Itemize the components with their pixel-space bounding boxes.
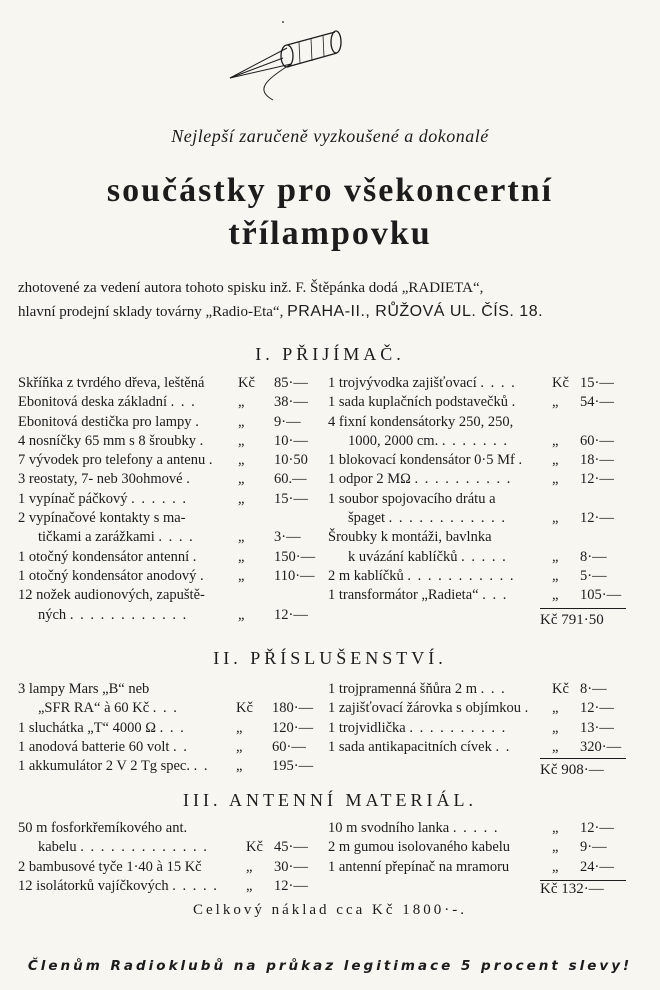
section-receiver-total: Kč 791·50 <box>540 612 604 628</box>
item-leader-dots: . . . <box>152 700 179 717</box>
section-antenna-right-column <box>328 819 628 877</box>
item-label <box>18 413 200 432</box>
intro-line-1: zhotovené za vedení autora tohoto spisku inž. F. Štěpánka dodá „RADIETA“, <box>18 280 484 296</box>
item-leader-dots: . . . . . <box>452 820 499 836</box>
item-currency: „ <box>236 738 243 755</box>
item-label <box>18 877 218 896</box>
item-label <box>328 858 509 877</box>
item-row <box>328 819 628 838</box>
item-row <box>18 877 318 896</box>
item-price: 13·— <box>580 719 614 736</box>
item-row <box>18 432 318 451</box>
page-title-line1: součástky pro všekoncertní <box>106 172 554 209</box>
item-currency: „ <box>552 452 559 469</box>
item-label <box>328 838 510 857</box>
item-label-text: 50 m fosforkřemíkového ant. <box>18 820 188 836</box>
item-row <box>328 548 628 567</box>
item-label <box>18 858 202 877</box>
item-price: 24·— <box>580 858 614 875</box>
item-price: 110·— <box>274 567 315 584</box>
item-label <box>328 470 512 489</box>
item-label-text: 10 m svodního lanka <box>328 820 450 836</box>
item-currency: „ <box>552 587 559 604</box>
item-label-text: 7 vývodek pro telefony a antenu <box>18 452 206 469</box>
item-leader-dots: . . . . . . . . . . . <box>407 567 515 584</box>
item-leader-dots: . . . <box>480 681 507 697</box>
item-label <box>348 509 507 528</box>
item-price: 15·— <box>580 375 614 391</box>
section-receiver-left-column <box>18 374 318 625</box>
item-currency: „ <box>552 432 559 449</box>
item-price: 12·— <box>580 820 614 836</box>
item-currency: „ <box>552 567 559 584</box>
item-currency: „ <box>236 758 243 775</box>
section-receiver-right-column <box>328 374 628 606</box>
item-label <box>328 738 511 757</box>
item-currency: „ <box>552 471 559 488</box>
item-label-text: 1 trojpramenná šňůra 2 m <box>328 681 477 697</box>
item-price: 10·50 <box>274 452 308 469</box>
item-row <box>328 393 628 412</box>
item-leader-dots: . . . <box>159 719 186 736</box>
item-label <box>328 528 492 547</box>
item-price: 12·— <box>580 471 614 488</box>
item-row <box>18 413 318 432</box>
item-label <box>328 699 530 718</box>
item-label <box>328 567 515 586</box>
item-leader-dots: . <box>511 394 517 411</box>
item-label-text: k uvázání kablíčků <box>348 548 458 565</box>
item-label-text: kabelu <box>38 839 77 856</box>
item-row <box>328 490 628 509</box>
item-label-text: 4 fixní kondensátorky 250, 250, <box>328 413 514 430</box>
item-label-text: ných <box>38 606 67 623</box>
item-price: 30·— <box>274 858 308 875</box>
item-currency: „ <box>238 490 245 507</box>
item-leader-dots: . <box>200 567 206 584</box>
item-label <box>328 586 508 605</box>
item-label-text: 1 sluchátka „T“ 4000 Ω <box>18 719 157 736</box>
item-leader-dots: . <box>192 548 198 565</box>
item-price: 150·— <box>274 548 316 565</box>
item-row <box>18 719 318 738</box>
item-label <box>18 567 205 586</box>
item-price: 120·— <box>272 719 314 736</box>
item-label-text: 1 odpor 2 MΩ <box>328 471 411 488</box>
item-price: 10·— <box>274 432 308 449</box>
item-row <box>18 680 318 699</box>
item-currency: Kč <box>238 375 255 391</box>
item-price: 60·— <box>272 738 306 755</box>
item-price: 54·— <box>580 394 614 411</box>
item-label <box>38 699 178 718</box>
item-label-text: 1 otočný kondensátor antenní <box>18 548 190 565</box>
item-label <box>328 451 524 470</box>
item-currency: „ <box>552 738 559 755</box>
item-price: 60·— <box>580 432 614 449</box>
item-row <box>18 374 318 393</box>
item-row <box>18 470 318 489</box>
item-label <box>18 470 191 489</box>
item-row <box>18 586 318 605</box>
section-accessories-right-column <box>328 680 628 757</box>
item-price: 9·— <box>580 839 607 856</box>
item-label-text: 1 vypínač páčkový <box>18 490 128 507</box>
item-row <box>18 838 318 857</box>
item-row <box>328 838 628 857</box>
item-currency: Kč <box>246 839 263 856</box>
item-leader-dots: . . . . . . . <box>441 432 509 449</box>
grand-total: Celkový náklad cca Kč 1800·-. <box>192 902 468 918</box>
item-label-text: Ebonitová deska základní <box>18 394 167 411</box>
item-currency: „ <box>552 548 559 565</box>
item-label-text: 4 nosníčky 65 mm s 8 šroubky <box>18 432 197 449</box>
item-leader-dots: . . . . <box>480 375 517 391</box>
item-currency: „ <box>552 839 559 856</box>
item-label-text: 3 lampy Mars „B“ neb <box>18 681 150 697</box>
item-label-text: Šroubky k montáži, bavlnka <box>328 529 492 546</box>
item-label <box>18 451 214 470</box>
item-label <box>328 413 513 432</box>
section-accessories-sum-line <box>540 758 626 759</box>
item-row <box>328 680 628 699</box>
item-label-text: 12 nožek audionových, zapuště- <box>18 587 205 604</box>
intro-address: PRAHA-II., RŮŽOVÁ UL. ČÍS. 18. <box>287 303 544 320</box>
item-currency: „ <box>552 858 559 875</box>
item-row <box>328 528 628 547</box>
item-label <box>18 738 188 757</box>
item-price: 45·— <box>274 839 308 856</box>
item-price: 195·— <box>272 758 314 775</box>
item-currency: „ <box>238 394 245 411</box>
item-currency: „ <box>238 413 245 430</box>
item-leader-dots: . . <box>495 738 511 755</box>
item-price: 8·— <box>580 548 607 565</box>
item-label <box>18 432 205 451</box>
item-label <box>18 374 204 393</box>
item-label-text: 2 m kablíčků <box>328 567 404 584</box>
item-label-text: 1 trojvývodka zajišťovací <box>328 375 477 391</box>
item-label-text: 2 bambusové tyče 1·40 à 15 Kč <box>18 858 202 875</box>
item-label <box>348 548 507 567</box>
item-label-text: 1000, 2000 cm. <box>348 432 439 449</box>
intro-line-2 <box>18 300 633 324</box>
item-leader-dots: . . . . . <box>461 548 508 565</box>
item-row <box>328 374 628 393</box>
item-label-text: 3 reostaty, 7- neb 30ohmové <box>18 471 183 488</box>
item-row <box>328 586 628 605</box>
intro-paragraph <box>18 276 633 324</box>
item-label-text: 12 isolátorků vajíčkových <box>18 877 169 894</box>
item-leader-dots: . . <box>193 758 209 775</box>
item-leader-dots: . <box>208 452 214 469</box>
item-leader-dots: . <box>186 471 192 488</box>
item-label <box>18 680 149 699</box>
item-row <box>328 567 628 586</box>
item-currency: „ <box>238 452 245 469</box>
item-label-text: 1 akkumulátor 2 V 2 Tg spec. <box>18 758 190 775</box>
item-price: 320·— <box>580 738 622 755</box>
item-leader-dots: . . . . . . . . . . . . <box>388 510 507 527</box>
item-row <box>18 509 318 528</box>
item-currency: „ <box>238 548 245 565</box>
item-leader-dots: . . . . . . <box>131 490 188 507</box>
item-currency: „ <box>552 700 559 717</box>
section-title-antenna-material: III. ANTENNÍ MATERIÁL. <box>183 790 477 810</box>
item-label-text: 1 trojvidlička <box>328 719 406 736</box>
item-label-text: 1 zajišťovací žárovka s objímkou <box>328 700 522 717</box>
item-leader-dots: . . . . . . . . . . <box>409 719 507 736</box>
item-label <box>18 586 205 605</box>
item-price: 3·— <box>274 529 301 546</box>
item-currency: „ <box>552 394 559 411</box>
item-row <box>18 490 318 509</box>
item-leader-dots: . <box>518 452 524 469</box>
item-currency: Kč <box>236 700 253 717</box>
item-label-text: 1 sada antikapacitních cívek <box>328 738 492 755</box>
item-price: 38·— <box>274 394 308 411</box>
item-price: 12·— <box>580 510 614 527</box>
item-row <box>328 738 628 757</box>
section-accessories-total: Kč 908·— <box>540 762 604 778</box>
item-price: 12·— <box>274 877 308 894</box>
item-row <box>328 470 628 489</box>
item-leader-dots: . . . <box>482 587 508 604</box>
section-antenna-total: Kč 132·— <box>540 881 604 897</box>
item-label-text: 1 otočný kondensátor anodový <box>18 567 197 584</box>
item-price: 8·— <box>580 681 607 697</box>
item-row <box>18 548 318 567</box>
item-currency: „ <box>238 529 245 546</box>
antenna-coil-illustration <box>225 20 345 105</box>
item-leader-dots: . . . . . . . . . . . . <box>69 606 188 623</box>
item-row <box>328 719 628 738</box>
item-row <box>328 432 628 451</box>
item-label <box>328 393 517 412</box>
item-row <box>328 413 628 432</box>
item-row <box>18 606 318 625</box>
item-row <box>18 819 318 838</box>
item-row <box>18 393 318 412</box>
item-label-text: tičkami a zarážkami <box>38 529 155 546</box>
item-currency: „ <box>246 858 253 875</box>
item-label-text: špaget <box>348 510 386 527</box>
item-row <box>18 567 318 586</box>
item-currency: „ <box>238 432 245 449</box>
item-label-text: 2 m gumou isolovaného kabelu <box>328 839 511 856</box>
page-title-line2: třílampovku <box>228 215 432 252</box>
item-label-text: 1 anodová batterie 60 volt <box>18 738 170 755</box>
item-label <box>328 819 499 838</box>
item-price: 9·— <box>274 413 301 430</box>
item-label <box>18 509 186 528</box>
item-price: 60.— <box>274 471 307 488</box>
item-leader-dots: . . . . . . . . . . <box>414 471 512 488</box>
item-label <box>348 432 508 451</box>
item-label-text: 1 soubor spojovacího drátu a <box>328 490 496 507</box>
item-label <box>18 490 188 509</box>
item-price: 15·— <box>274 490 308 507</box>
item-currency: „ <box>238 567 245 584</box>
item-currency: Kč <box>552 375 569 391</box>
item-label <box>18 757 209 776</box>
item-label <box>18 819 187 838</box>
item-label-text: 1 antenní přepínač na mramoru <box>328 858 510 875</box>
item-label-text: 2 vypínačové kontakty s ma- <box>18 510 186 527</box>
item-label-text: Ebonitová destička pro lampy <box>18 413 192 430</box>
item-row <box>328 858 628 877</box>
item-row <box>18 699 318 718</box>
item-row <box>328 509 628 528</box>
item-leader-dots: . . . . <box>158 529 195 546</box>
item-price: 85·— <box>274 375 308 391</box>
item-price: 105·— <box>580 587 622 604</box>
item-label-text: 1 sada kuplačních podstavečků <box>328 394 508 411</box>
section-antenna-left-column <box>18 819 318 896</box>
item-price: 12·— <box>274 606 308 623</box>
item-currency: „ <box>236 719 243 736</box>
item-label <box>18 393 196 412</box>
item-leader-dots: . . <box>173 738 189 755</box>
item-row <box>18 451 318 470</box>
tagline: Nejlepší zaručeně vyzkoušené a dokonalé <box>171 126 489 146</box>
item-label <box>328 680 506 699</box>
section-accessories-left-column <box>18 680 318 776</box>
item-label <box>328 719 507 738</box>
item-label-text: Skříňka z tvrdého dřeva, leštěná <box>18 375 205 391</box>
item-label <box>18 719 185 738</box>
item-price: 5·— <box>580 567 607 584</box>
item-currency: „ <box>552 510 559 527</box>
item-label <box>328 490 496 509</box>
item-currency: „ <box>238 471 245 488</box>
item-currency: „ <box>246 877 253 894</box>
item-leader-dots: . . . . . <box>172 877 219 894</box>
intro-line-2-text: hlavní prodejní sklady továrny „Radio-Eta“, <box>18 304 284 320</box>
item-price: 18·— <box>580 452 614 469</box>
item-label-text: 1 blokovací kondensátor 0·5 Mf <box>328 452 515 469</box>
item-currency: „ <box>552 719 559 736</box>
item-leader-dots: . . . <box>170 394 197 411</box>
section-receiver-sum-line <box>540 608 626 609</box>
item-row <box>18 858 318 877</box>
item-row <box>328 699 628 718</box>
item-label <box>328 374 516 393</box>
item-row <box>18 757 318 776</box>
item-leader-dots: . <box>195 413 201 430</box>
item-label-text: „SFR RA“ à 60 Kč <box>38 700 150 717</box>
item-label <box>38 838 208 857</box>
section-title-receiver: I. PŘIJÍMAČ. <box>255 344 405 364</box>
item-label-text: 1 transformátor „Radieta“ <box>328 587 479 604</box>
item-currency: Kč <box>552 681 569 697</box>
item-label <box>38 528 194 547</box>
item-label <box>38 606 188 625</box>
footer-discount-note: Členům Radioklubů na průkaz legitimace 5 procent slevy! <box>27 958 633 974</box>
item-price: 180·— <box>272 700 314 717</box>
item-row <box>18 528 318 547</box>
item-row <box>18 738 318 757</box>
section-title-accessories: II. PŘÍSLUŠENSTVÍ. <box>213 648 447 668</box>
item-label <box>18 548 198 567</box>
item-leader-dots: . <box>199 432 205 449</box>
item-price: 12·— <box>580 700 614 717</box>
item-leader-dots: . <box>524 700 530 717</box>
item-row <box>328 451 628 470</box>
item-currency: „ <box>238 606 245 623</box>
item-leader-dots: . . . . . . . . . . . . . <box>80 839 209 856</box>
item-currency: „ <box>552 820 559 836</box>
